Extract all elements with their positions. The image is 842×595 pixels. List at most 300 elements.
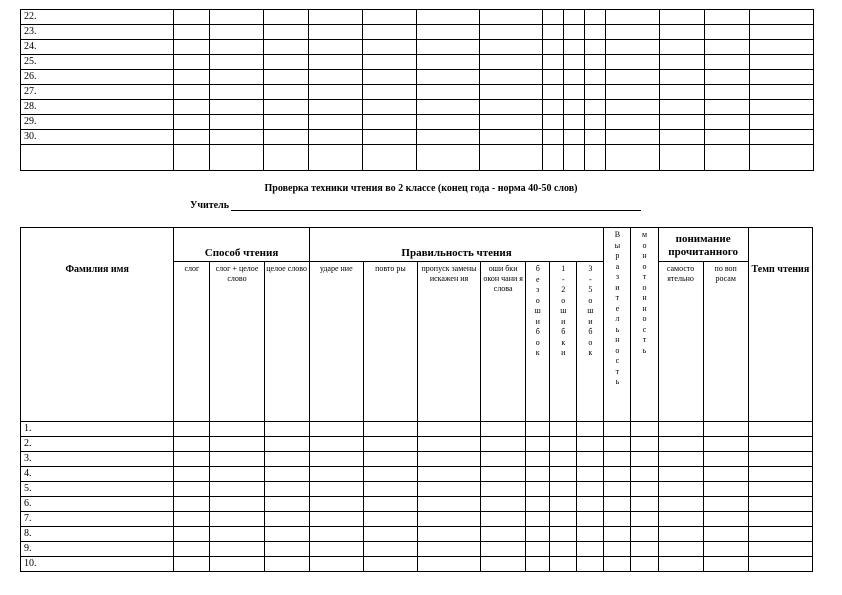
- vertical-letter: о: [561, 295, 566, 305]
- table-cell: [564, 55, 585, 70]
- table-cell: [174, 85, 210, 100]
- correct-col-2: повто ры: [363, 262, 417, 422]
- header-monot: [631, 228, 658, 422]
- table-cell: [309, 527, 363, 542]
- vertical-letter: р: [615, 251, 620, 260]
- table-cell: [577, 542, 604, 557]
- table-cell: [210, 25, 264, 40]
- table-cell: [606, 25, 660, 40]
- row-number: 3.: [21, 452, 174, 467]
- table-cell: [363, 85, 417, 100]
- table-cell: [564, 70, 585, 85]
- table-cell: [543, 55, 564, 70]
- table-cell: [264, 40, 309, 55]
- table-cell: [264, 497, 309, 512]
- table-cell: [363, 115, 417, 130]
- table-cell: [577, 512, 604, 527]
- teacher-field: [190, 199, 641, 211]
- vertical-letter: ш: [534, 306, 541, 315]
- table-cell: [417, 452, 480, 467]
- table-cell: [264, 452, 309, 467]
- table-cell: [481, 542, 526, 557]
- vertical-letter: о: [642, 261, 647, 271]
- table-row: [21, 40, 814, 55]
- vertical-letter: н: [642, 251, 647, 260]
- vertical-letter: т: [642, 272, 647, 281]
- vertical-letter: 5: [588, 285, 593, 294]
- row-number: 25.: [21, 55, 174, 70]
- vertical-letter: б: [561, 327, 566, 336]
- table-cell: [631, 542, 658, 557]
- table-cell: [417, 542, 480, 557]
- correct-col-1: ударе ние: [309, 262, 363, 422]
- vertical-letter: м: [641, 230, 648, 239]
- row-number: 1.: [21, 422, 174, 437]
- vertical-letter: з: [536, 285, 540, 294]
- table-cell: [577, 497, 604, 512]
- table-cell: [748, 512, 812, 527]
- table-cell: [309, 452, 363, 467]
- row-number: [21, 145, 174, 171]
- table-cell: [631, 422, 658, 437]
- table-cell: [480, 130, 543, 145]
- table-cell: [748, 557, 812, 572]
- vertical-letter: н: [615, 335, 620, 344]
- table-cell: [363, 437, 417, 452]
- table-cell: [480, 100, 543, 115]
- table-cell: [264, 85, 309, 100]
- table-cell: [417, 85, 480, 100]
- vertical-letter: т: [615, 366, 620, 376]
- table-cell: [174, 482, 210, 497]
- table-row: [21, 542, 813, 557]
- row-number: 30.: [21, 130, 174, 145]
- table-cell: [363, 55, 417, 70]
- table-cell: [748, 422, 812, 437]
- table-cell: [604, 467, 631, 482]
- table-cell: [417, 557, 480, 572]
- table-cell: [210, 467, 264, 482]
- table-cell: [210, 512, 264, 527]
- table-cell: [210, 422, 264, 437]
- table-cell: [631, 557, 658, 572]
- table-cell: [264, 55, 309, 70]
- table-cell: [705, 10, 750, 25]
- table-cell: [550, 422, 577, 437]
- table-cell: [363, 100, 417, 115]
- vertical-letter: а: [615, 261, 620, 271]
- table-row: [21, 452, 813, 467]
- row-number: 22.: [21, 10, 174, 25]
- teacher-label: Учитель: [190, 200, 229, 211]
- table-row: [21, 55, 814, 70]
- table-cell: [658, 422, 703, 437]
- table-cell: [210, 557, 264, 572]
- row-number: 4.: [21, 467, 174, 482]
- header-fam: Фамилия имя: [21, 228, 174, 422]
- table-cell: [480, 40, 543, 55]
- table-cell: [660, 40, 705, 55]
- table-cell: [481, 497, 526, 512]
- correct-col-3: пропуск замены искажен ия: [417, 262, 480, 422]
- table-cell: [480, 115, 543, 130]
- table-row: [21, 437, 813, 452]
- table-cell: [543, 10, 564, 25]
- table-cell: [309, 422, 363, 437]
- table-cell: [309, 145, 363, 171]
- table-cell: [363, 497, 417, 512]
- table-cell: [210, 115, 264, 130]
- table-cell: [526, 467, 550, 482]
- table-cell: [703, 452, 748, 467]
- table-title: Проверка техники чтения во 2 классе (конец года - норма 40-50 слов): [264, 183, 578, 194]
- vertical-letter: ь: [615, 324, 620, 334]
- table-cell: [210, 70, 264, 85]
- table-cell: [658, 512, 703, 527]
- table-cell: [309, 542, 363, 557]
- table-cell: [748, 452, 812, 467]
- table-cell: [526, 557, 550, 572]
- table-cell: [750, 25, 814, 40]
- table-cell: [550, 452, 577, 467]
- table-cell: [174, 55, 210, 70]
- table-cell: [604, 497, 631, 512]
- table-cell: [363, 482, 417, 497]
- table-cell: [564, 85, 585, 100]
- table-cell: [210, 452, 264, 467]
- vertical-letter: о: [642, 240, 647, 250]
- table-cell: [481, 557, 526, 572]
- table-cell: [604, 422, 631, 437]
- row-number: 26.: [21, 70, 174, 85]
- table-cell: [309, 512, 363, 527]
- table-cell: [750, 40, 814, 55]
- table-cell: [660, 115, 705, 130]
- table-cell: [417, 130, 480, 145]
- row-number: 9.: [21, 542, 174, 557]
- table-cell: [417, 70, 480, 85]
- table-cell: [660, 55, 705, 70]
- table-cell: [577, 527, 604, 542]
- vertical-letter: е: [535, 274, 540, 284]
- table-cell: [526, 482, 550, 497]
- table-cell: [705, 100, 750, 115]
- table-cell: [309, 115, 363, 130]
- table-cell: [481, 452, 526, 467]
- row-number: 5.: [21, 482, 174, 497]
- table-cell: [658, 497, 703, 512]
- table-cell: [174, 437, 210, 452]
- table-row: [21, 115, 814, 130]
- method-col-3: целое слово: [264, 262, 309, 422]
- table-cell: [585, 70, 606, 85]
- table-cell: [604, 527, 631, 542]
- table-cell: [309, 437, 363, 452]
- table-cell: [705, 25, 750, 40]
- table-cell: [658, 527, 703, 542]
- table-cell: [543, 25, 564, 40]
- table-cell: [577, 482, 604, 497]
- table-cell: [174, 527, 210, 542]
- table-row: [21, 527, 813, 542]
- vertical-letter: о: [615, 345, 620, 355]
- table-cell: [550, 497, 577, 512]
- table-cell: [585, 145, 606, 171]
- vertical-letter: 2: [561, 285, 566, 294]
- table-cell: [264, 115, 309, 130]
- table-cell: [604, 512, 631, 527]
- table-cell: [210, 55, 264, 70]
- table-cell: [417, 527, 480, 542]
- table-cell: [480, 55, 543, 70]
- table-cell: [210, 10, 264, 25]
- table-cell: [750, 85, 814, 100]
- table-cell: [417, 467, 480, 482]
- table-cell: [363, 10, 417, 25]
- table-cell: [264, 482, 309, 497]
- table-cell: [564, 130, 585, 145]
- header-understand: понимание прочитанного: [658, 228, 748, 262]
- table-cell: [585, 85, 606, 100]
- table-cell: [264, 130, 309, 145]
- vertical-letter: б: [535, 264, 540, 273]
- table-cell: [264, 25, 309, 40]
- vertical-letter: и: [561, 348, 566, 357]
- table-row: [21, 130, 814, 145]
- table-cell: [363, 467, 417, 482]
- vertical-letter: ш: [560, 306, 567, 315]
- table-cell: [703, 467, 748, 482]
- table-cell: [550, 467, 577, 482]
- table-cell: [606, 100, 660, 115]
- vertical-letter: т: [642, 335, 647, 344]
- table-cell: [526, 542, 550, 557]
- vertical-letter: -: [589, 274, 592, 284]
- table-cell: [750, 55, 814, 70]
- table-cell: [604, 542, 631, 557]
- table-cell: [705, 70, 750, 85]
- table-cell: [604, 437, 631, 452]
- vertical-letter: о: [535, 337, 540, 347]
- table-cell: [748, 527, 812, 542]
- reading-table: [20, 227, 813, 572]
- vertical-letter: 3: [588, 264, 593, 273]
- table-cell: [363, 512, 417, 527]
- table-cell: [363, 70, 417, 85]
- table-cell: [577, 467, 604, 482]
- table-row: [21, 85, 814, 100]
- vertical-letter: л: [615, 314, 620, 323]
- table-cell: [543, 100, 564, 115]
- table-cell: [585, 55, 606, 70]
- table-cell: [309, 85, 363, 100]
- table-cell: [480, 85, 543, 100]
- vertical-letter: к: [588, 348, 593, 357]
- table-cell: [174, 422, 210, 437]
- table-cell: [309, 10, 363, 25]
- table-cell: [550, 512, 577, 527]
- table-cell: [658, 437, 703, 452]
- table-cell: [577, 452, 604, 467]
- table-cell: [480, 145, 543, 171]
- table-cell: [481, 527, 526, 542]
- table-cell: [363, 542, 417, 557]
- table-cell: [606, 70, 660, 85]
- table-cell: [481, 512, 526, 527]
- table-cell: [363, 557, 417, 572]
- table-cell: [550, 542, 577, 557]
- row-number: 7.: [21, 512, 174, 527]
- vertical-letter: з: [615, 272, 619, 281]
- table-cell: [564, 25, 585, 40]
- table-cell: [705, 85, 750, 100]
- vertical-letter: б: [588, 327, 593, 336]
- table-cell: [660, 130, 705, 145]
- vertical-letter: о: [535, 295, 540, 305]
- header-express: [604, 228, 631, 422]
- table-cell: [309, 497, 363, 512]
- row-number: 6.: [21, 497, 174, 512]
- table-cell: [703, 527, 748, 542]
- row-number: 27.: [21, 85, 174, 100]
- table-cell: [585, 40, 606, 55]
- table-cell: [309, 467, 363, 482]
- vertical-letter: и: [615, 282, 620, 292]
- table-row: [21, 557, 813, 572]
- table-cell: [543, 130, 564, 145]
- table-cell: [750, 70, 814, 85]
- table-cell: [631, 482, 658, 497]
- table-cell: [417, 422, 480, 437]
- table-cell: [750, 145, 814, 171]
- header-method: Способ чтения: [174, 228, 309, 262]
- table-cell: [309, 130, 363, 145]
- row-number: 10.: [21, 557, 174, 572]
- table-cell: [417, 145, 480, 171]
- table-cell: [526, 422, 550, 437]
- table-cell: [604, 482, 631, 497]
- table-cell: [543, 145, 564, 171]
- table-cell: [705, 40, 750, 55]
- row-number: 23.: [21, 25, 174, 40]
- table-cell: [606, 130, 660, 145]
- table-cell: [174, 497, 210, 512]
- table-cell: [703, 497, 748, 512]
- table-cell: [417, 497, 480, 512]
- table-cell: [748, 467, 812, 482]
- vertical-letter: В: [614, 230, 621, 239]
- table-cell: [703, 542, 748, 557]
- table-cell: [309, 557, 363, 572]
- vertical-letter: с: [642, 324, 647, 334]
- table-cell: [660, 145, 705, 171]
- table-cell: [564, 115, 585, 130]
- table-cell: [750, 115, 814, 130]
- table-cell: [526, 452, 550, 467]
- table-cell: [417, 100, 480, 115]
- table-cell: [481, 422, 526, 437]
- table-cell: [660, 10, 705, 25]
- table-cell: [631, 437, 658, 452]
- table-cell: [210, 100, 264, 115]
- table-cell: [264, 145, 309, 171]
- table-cell: [543, 40, 564, 55]
- table-cell: [660, 85, 705, 100]
- err-col-35: [577, 262, 604, 422]
- table-cell: [264, 437, 309, 452]
- table-cell: [417, 482, 480, 497]
- table-row: [21, 422, 813, 437]
- table-cell: [309, 100, 363, 115]
- table-cell: [604, 452, 631, 467]
- row-number: 28.: [21, 100, 174, 115]
- correct-col-4: оши бки окон чани я слова: [481, 262, 526, 422]
- table-cell: [526, 512, 550, 527]
- table-cell: [174, 512, 210, 527]
- table-cell: [174, 145, 210, 171]
- table-cell: [363, 25, 417, 40]
- table-cell: [550, 437, 577, 452]
- table-cell: [543, 70, 564, 85]
- table-cell: [174, 557, 210, 572]
- table-cell: [604, 557, 631, 572]
- table-cell: [363, 145, 417, 171]
- table-cell: [480, 25, 543, 40]
- vertical-letter: ь: [615, 377, 620, 386]
- table-cell: [631, 527, 658, 542]
- vertical-letter: с: [615, 356, 620, 365]
- table-cell: [480, 70, 543, 85]
- table-cell: [417, 437, 480, 452]
- table-cell: [564, 40, 585, 55]
- header-correct: Правильность чтения: [309, 228, 604, 262]
- table-cell: [631, 452, 658, 467]
- table-cell: [210, 527, 264, 542]
- table-cell: [585, 100, 606, 115]
- row-number: 29.: [21, 115, 174, 130]
- row-number: 8.: [21, 527, 174, 542]
- table-cell: [705, 130, 750, 145]
- table-row: [21, 512, 813, 527]
- table-cell: [264, 527, 309, 542]
- table-cell: [606, 10, 660, 25]
- table-cell: [526, 437, 550, 452]
- table-cell: [481, 482, 526, 497]
- table-cell: [543, 85, 564, 100]
- table-cell: [264, 10, 309, 25]
- vertical-letter: о: [642, 314, 647, 323]
- table-cell: [658, 542, 703, 557]
- row-number: 24.: [21, 40, 174, 55]
- table-cell: [585, 25, 606, 40]
- table-cell: [585, 10, 606, 25]
- table-cell: [750, 10, 814, 25]
- table-cell: [174, 542, 210, 557]
- table-cell: [210, 497, 264, 512]
- table-cell: [564, 10, 585, 25]
- table-cell: [660, 70, 705, 85]
- understand-col-1: самосто ятельно: [658, 262, 703, 422]
- table-row: [21, 70, 814, 85]
- table-row: [21, 482, 813, 497]
- table-cell: [606, 85, 660, 100]
- table-cell: [703, 422, 748, 437]
- table-cell: [174, 452, 210, 467]
- understand-col-2: по воп росам: [703, 262, 748, 422]
- table-cell: [658, 452, 703, 467]
- table-cell: [543, 115, 564, 130]
- table-cell: [210, 482, 264, 497]
